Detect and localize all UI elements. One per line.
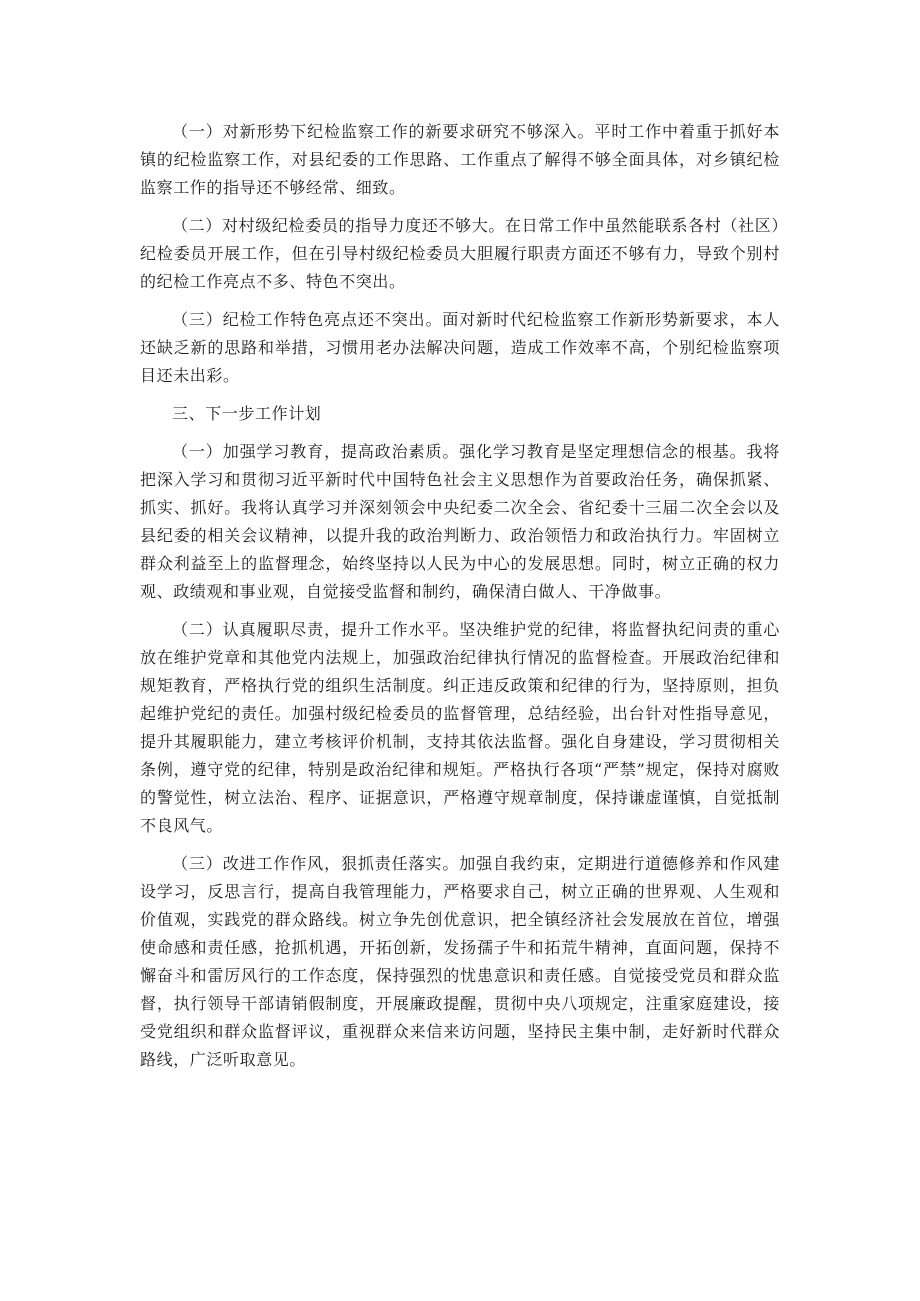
problem-paragraph-2: （二）对村级纪检委员的指导力度还不够大。在日常工作中虽然能联系各村（社区）纪检委员开展工作，但在引导村级纪检委员大胆履行职责方面还不够有力，导致个别村的纪检工作亮点不多、特色不突出。 bbox=[140, 216, 780, 291]
document-body bbox=[140, 118, 780, 1074]
plan-paragraph-3: （三）改进工作作风，狠抓责任落实。加强自我约束，定期进行道德修养和作风建设学习，反思言行，提高自我管理能力，严格要求自己，树立正确的世界观、人生观和价值观，实践党的群众路线。树立争先创优意识，把全镇经济社会发展放在首位，增强使命感和责任感，抢抓机遇，开拓创新，发扬孺子牛和拓荒牛精神，直面问题，保持不懈奋斗和雷厉风行的工作态度，保持强烈的忧患意识和责任感。自觉接受党员和群众监督，执行领导干部请销假制度，开展廉政提醒，贯彻中央八项规定，注重家庭建设，接受党组织和群众监督评议，重视群众来信来访问题，坚持民主集中制，走好新时代群众路线，广泛听取意见。 bbox=[140, 854, 780, 1069]
section-heading: 三、下一步工作计划 bbox=[172, 404, 322, 423]
problem-paragraph-3: （三）纪检工作特色亮点还不突出。面对新时代纪检监察工作新形势新要求，本人还缺乏新的思路和举措，习惯用老办法解决问题，造成工作效率不高，个别纪检监察项目还未出彩。 bbox=[140, 310, 780, 385]
plan-paragraph-1: （一）加强学习教育，提高政治素质。强化学习教育是坚定理想信念的根基。我将把深入学习和贯彻习近平新时代中国特色社会主义思想作为首要政治任务，确保抓紧、抓实、抓好。我将认真学习并深刻领会中央纪委二次全会、省纪委十三届二次全会以及县纪委的相关会议精神，以提升我的政治判断力、政治领悟力和政治执行力。牢固树立群众利益至上的监督理念，始终坚持以人民为中心的发展思想。同时，树立正确的权力观、政绩观和事业观，自觉接受监督和制约，确保清白做人、干净做事。 bbox=[140, 442, 780, 601]
problem-paragraph-1: （一）对新形势下纪检监察工作的新要求研究不够深入。平时工作中着重于抓好本镇的纪检监察工作，对县纪委的工作思路、工作重点了解得不够全面具体，对乡镇纪检监察工作的指导还不够经常、细致。 bbox=[140, 122, 780, 197]
plan-paragraph-2: （二）认真履职尽责，提升工作水平。坚决维护党的纪律，将监督执纪问责的重心放在维护党章和其他党内法规上，加强政治纪律执行情况的监督检查。开展政治纪律和规矩教育，严格执行党的组织生活制度。纠正违反政策和纪律的行为，坚持原则，担负起维护党纪的责任。加强村级纪检委员的监督管理，总结经验，出台针对性指导意见，提升其履职能力，建立考核评价机制，支持其依法监督。强化自身建设，学习贯彻相关条例，遵守党的纪律，特别是政治纪律和规矩。严格执行各项“严禁”规定，保持对腐败的警觉性，树立法治、程序、证据意识，严格遵守规章制度，保持谦虚谨慎，自觉抵制不良风气。 bbox=[140, 620, 780, 835]
